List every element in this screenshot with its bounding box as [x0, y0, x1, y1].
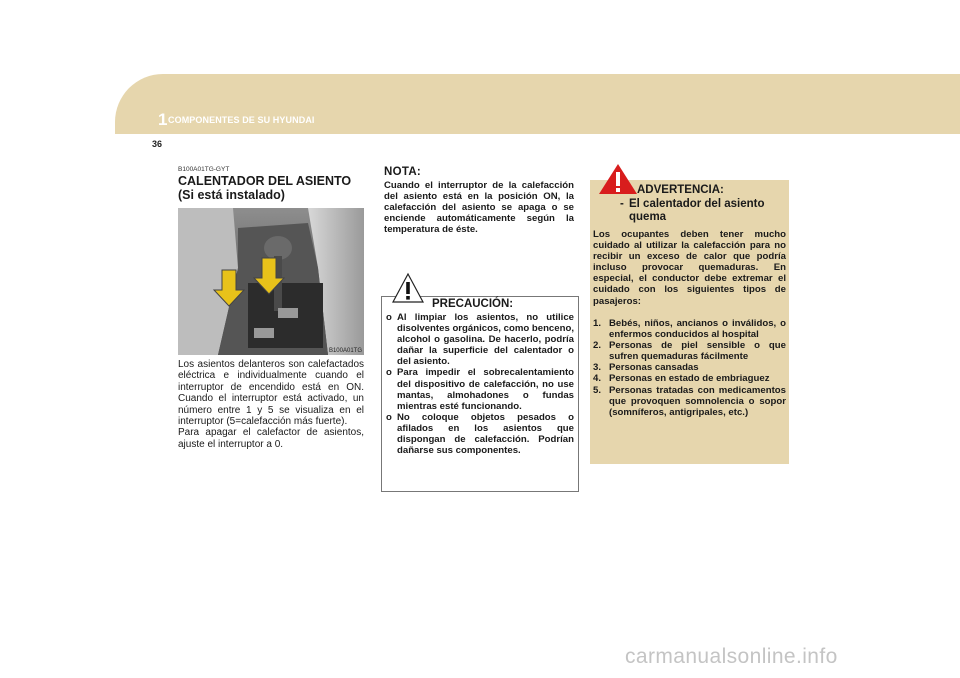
warning-title: ADVERTENCIA: [637, 184, 724, 196]
warning-item-text: Personas tratadas con medicamentos que provoquen somnolencia o sopor (somníferos, antigripales, etc.) [609, 384, 786, 418]
warning-item-number: 4. [593, 373, 602, 385]
warning-item [593, 340, 786, 362]
seat-heater-switch-right [278, 308, 298, 318]
warning-item [593, 362, 786, 373]
caution-title: PRECAUCIÓN: [432, 298, 514, 310]
warning-item [593, 385, 786, 418]
warning-item-text: Personas en estado de embriaguez [609, 373, 770, 385]
caution-icon [392, 272, 424, 304]
warning-item-text: Bebés, niños, ancianos o inválidos, o enfermos conducidos al hospital [609, 318, 786, 341]
body-paragraph-1: Los asientos delanteros son calefactados eléctrica e individualmente cuando el interruptor de encendido está en ON. Cuando el interruptor está activado, un número entre 1 y 5 se visualiza en el interruptor (5=calefacción más fuerte). [178, 359, 364, 428]
caution-bullet: o [386, 367, 392, 379]
chapter-title: COMPONENTES DE SU HYUNDAI [168, 115, 315, 125]
caution-item [386, 412, 574, 456]
caution-item [386, 312, 574, 367]
warning-item [593, 373, 786, 384]
caution-list [386, 312, 574, 456]
warning-item-number: 3. [593, 362, 602, 374]
watermark: carmanualsonline.info [625, 645, 838, 668]
section-body [178, 359, 364, 450]
warning-list [593, 318, 786, 418]
section-title-line1: CALENTADOR DEL ASIENTO [178, 174, 352, 188]
header-bar [115, 74, 960, 134]
warning-subtitle-text: El calentador del asiento quema [629, 198, 765, 223]
warning-text: Los ocupantes deben tener mucho cuidado al utilizar la calefacción para no recibir un exceso de calor que podría incluso provocar quemaduras. En especial, el conductor debe extremar el cuidado con los siguientes tipos de pasajeros: [593, 229, 786, 307]
warning-item-text: Personas cansadas [609, 362, 699, 374]
nota-text: Cuando el interruptor de la calefacción del asiento está en la posición ON, la calefacción del asiento se apaga o se enciende automáticamente según la temperatura de éste. [384, 180, 574, 236]
image-code: B100A01TG [328, 348, 362, 354]
warning-icon [598, 163, 638, 195]
seat-heater-photo [178, 208, 364, 355]
warning-item-number: 2. [593, 340, 602, 352]
warning-item [593, 318, 786, 340]
warning-item-text: Personas de piel sensible o que sufren quemaduras fácilmente [609, 340, 786, 363]
section-title [178, 174, 364, 202]
warning-subtitle-dash: - [620, 198, 624, 210]
caution-item-text: Para impedir el sobrecalentamiento del dispositivo de calefacción, no use mantas, almohadones o fundas mientras esté funcionando. [397, 367, 574, 412]
warning-item-number: 5. [593, 384, 602, 396]
caution-item [386, 367, 574, 411]
page-number: 36 [152, 139, 163, 149]
section-code: B100A01TG-GYT [178, 166, 230, 173]
section-title-line2: (Si está instalado) [178, 188, 285, 202]
console-illustration [178, 208, 364, 355]
caution-bullet: o [386, 312, 392, 323]
nota-title: NOTA: [384, 166, 422, 178]
caution-item-text: No coloque objetos pesados o afilados en los asientos que dispongan de calefacción. Podrían dañarse sus componentes. [397, 411, 574, 457]
section-column [178, 166, 364, 450]
chapter-number: 1 [158, 110, 168, 129]
nota-block [384, 166, 574, 235]
seat-heater-switch-left [254, 328, 274, 338]
warning-subtitle [620, 198, 788, 224]
caution-item-text: Al limpiar los asientos, no utilice disolventes orgánicos, como benceno, alcohol o gasolina. De hacerlo, podría dañar la superficie del calentador o del asiento. [397, 312, 574, 368]
warning-item-number: 1. [593, 318, 602, 329]
body-paragraph-2: Para apagar el calefactor de asientos, ajuste el interruptor a 0. [178, 427, 364, 450]
caution-bullet: o [386, 411, 392, 423]
